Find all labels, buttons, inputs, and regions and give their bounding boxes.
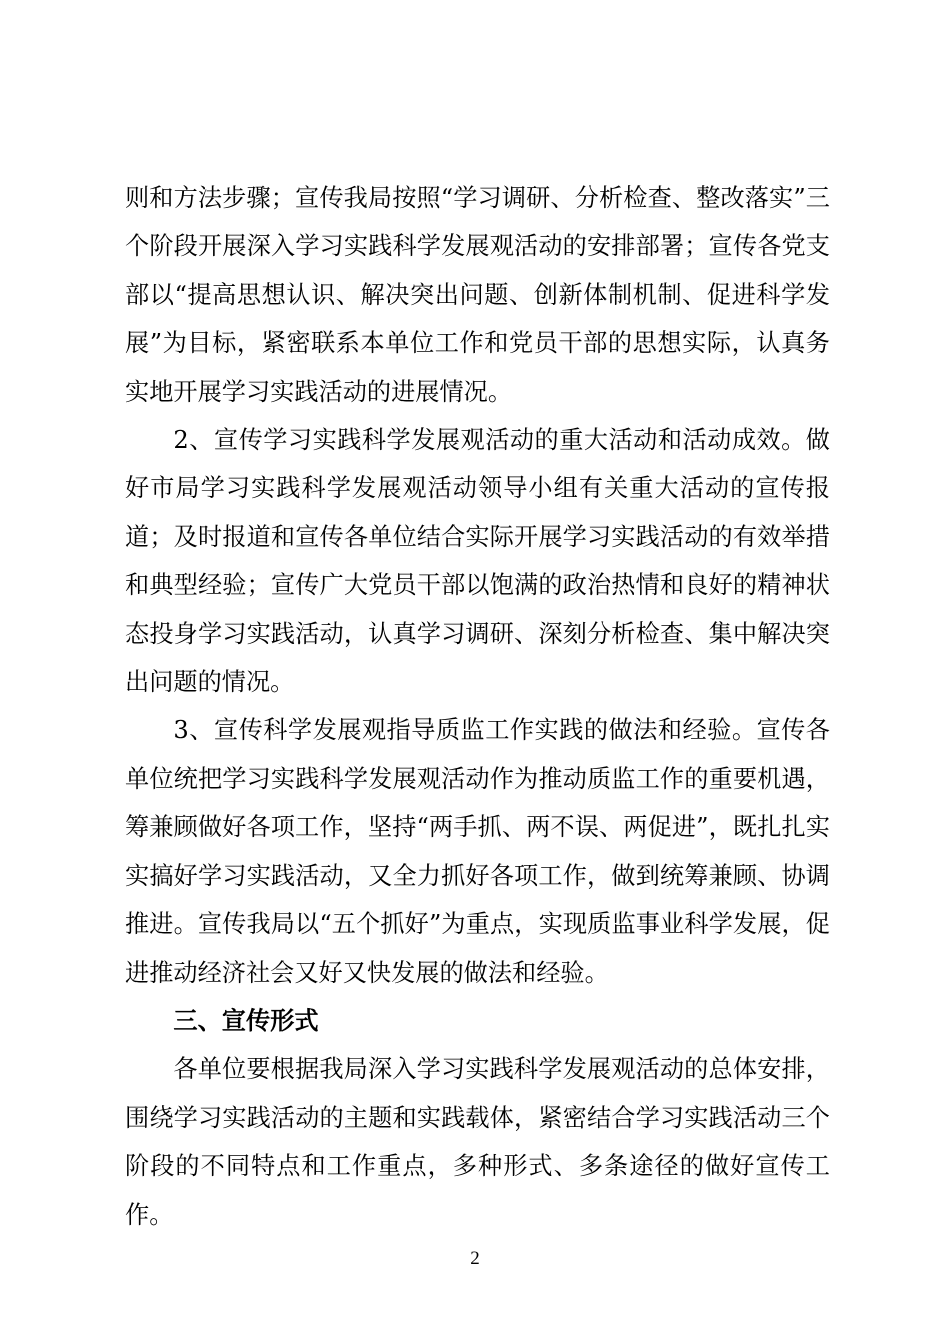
document-body bbox=[125, 174, 830, 1239]
paragraph-continuation: 则和方法步骤；宣传我局按照“学习调研、分析检查、整改落实”三个阶段开展深入学习实践科学发展观活动的安排部署；宣传各党支部以“提高思想认识、解决突出问题、创新体制机制、促进科学发展”为目标，紧密联系本单位工作和党员干部的思想实际，认真务实地开展学习实践活动的进展情况。 bbox=[125, 184, 830, 406]
page-number: 2 bbox=[470, 1248, 480, 1269]
section-heading: 三、宣传形式 bbox=[173, 1006, 319, 1035]
paragraph-section-body: 各单位要根据我局深入学习实践科学发展观活动的总体安排，围绕学习实践活动的主题和实践载体，紧密结合学习实践活动三个阶段的不同特点和工作重点，多种形式、多条途径的做好宣传工作。 bbox=[125, 1055, 830, 1229]
paragraph-item-2: 2、宣传学习实践科学发展观活动的重大活动和活动成效。做好市局学习实践科学发展观活动领导小组有关重大活动的宣传报道；及时报道和宣传各单位结合实际开展学习实践活动的有效举措和典型经验；宣传广大党员干部以饱满的政治热情和良好的精神状态投身学习实践活动，认真学习调研、深刻分析检查、集中解决突出问题的情况。 bbox=[125, 426, 830, 697]
paragraph-item-3: 3、宣传科学发展观指导质监工作实践的做法和经验。宣传各单位统把学习实践科学发展观活动作为推动质监工作的重要机遇，筹兼顾做好各项工作，坚持“两手抓、两不误、两促进”，既扎扎实实搞好学习实践活动，又全力抓好各项工作，做到统筹兼顾、协调推进。宣传我局以“五个抓好”为重点，实现质监事业科学发展，促进推动经济社会又好又快发展的做法和经验。 bbox=[125, 716, 830, 987]
